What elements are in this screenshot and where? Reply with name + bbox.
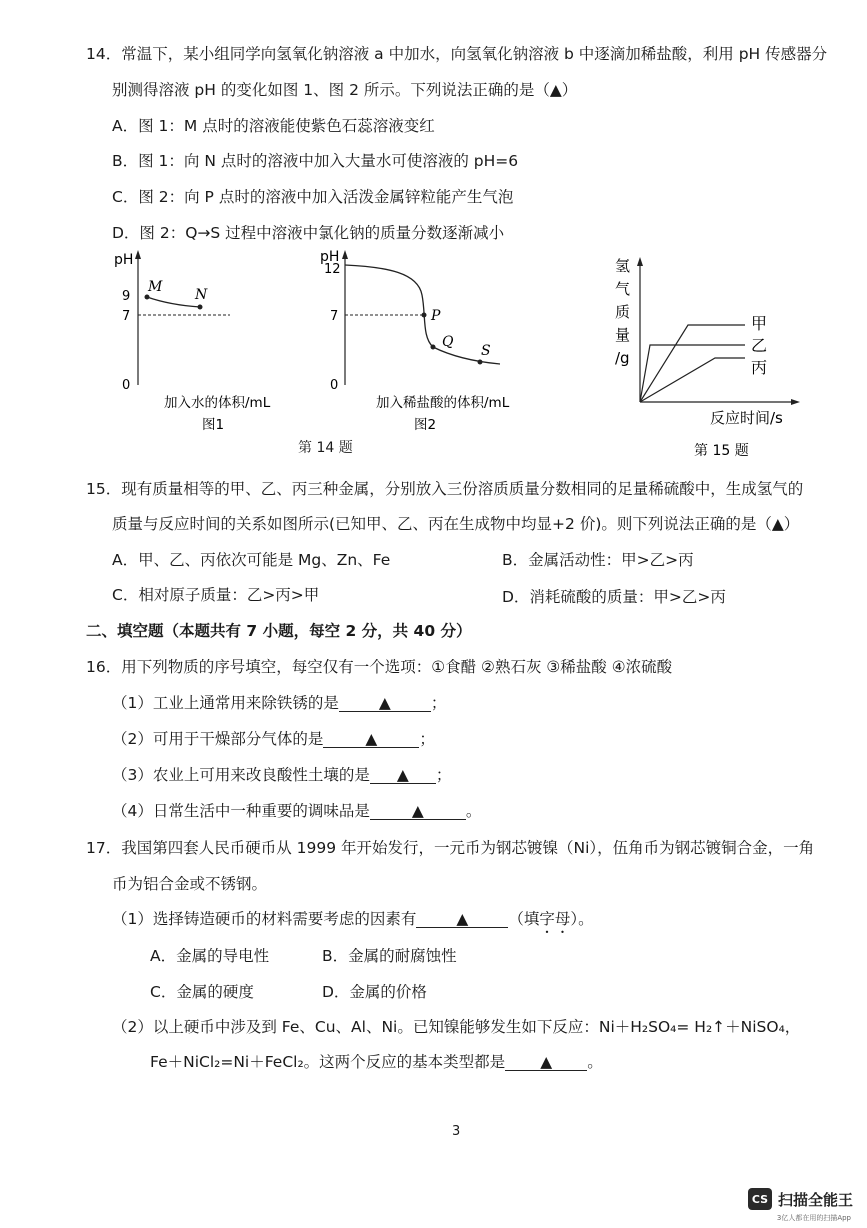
fig2-point-p	[422, 313, 427, 318]
q14-option-b: B．图 1：向 N 点时的溶液中加入大量水可使溶液的 pH=6	[112, 152, 519, 170]
q15-option-b: B．金属活动性：甲>乙>丙	[502, 551, 694, 569]
q15-option-c: C．相对原子质量：乙>丙>甲	[112, 586, 320, 604]
q17-stem-line2: 币为铝合金或不锈钢。	[112, 875, 268, 893]
q16-sub-3-end: ；	[435, 766, 452, 784]
q16-sub-2-text: （2）可用于干燥部分气体的是	[112, 730, 324, 748]
q16-blank-2[interactable]: ▲	[323, 731, 419, 748]
q16-sub-1-text: （1）工业上通常用来除铁锈的是	[112, 694, 339, 712]
watermark-tagline: 3亿人都在用的扫描App	[776, 1214, 851, 1222]
fig2-point-q	[431, 345, 436, 350]
figure-1	[100, 245, 300, 445]
q16-sub-3-text: （3）农业上可用来改良酸性土壤的是	[112, 766, 370, 784]
fig2-point-s	[478, 360, 483, 365]
fig2-x-axis-label: 加入稀盐酸的体积/mL	[376, 395, 510, 411]
q14-option-a: A．图 1：M 点时的溶液能使紫色石蕊溶液变红	[112, 117, 435, 135]
q14-option-c: C．图 2：向 P 点时的溶液中加入活泼金属锌粒能产生气泡	[112, 188, 514, 206]
fig1-label-n: N	[195, 287, 208, 303]
fig15-y-label-char-3: 质	[615, 303, 631, 321]
fig15-series-label-bing: 丙	[751, 358, 768, 377]
q14-stem-line2: 别测得溶液 pH 的变化如图 1、图 2 所示。下列说法正确的是（▲）	[112, 81, 578, 99]
q14-option-d: D．图 2：Q→S 过程中溶液中氯化钠的质量分数逐渐减小	[112, 224, 505, 242]
q16-sub-4-text: （4）日常生活中一种重要的调味品是	[112, 802, 370, 820]
q14-figure-label: 第 14 题	[298, 440, 353, 456]
q17-blank-1[interactable]: ▲	[416, 911, 508, 928]
q16-sub-2	[112, 729, 435, 749]
fig15-y-label-char-1: 氢	[615, 257, 631, 275]
q17-sub-1-note-pre: （填	[508, 910, 540, 928]
q16-blank-4[interactable]: ▲	[370, 803, 466, 820]
fig1-tick-0: 0	[122, 378, 131, 393]
fig2-caption: 图2	[414, 417, 437, 433]
q15-option-d: D．消耗硫酸的质量：甲>乙>丙	[502, 588, 726, 606]
fig15-y-label-char-4: 量	[615, 326, 631, 344]
q17-option-d: D．金属的价格	[322, 983, 427, 1001]
q16-sub-1	[112, 693, 446, 713]
fig15-x-axis-label: 反应时间/s	[710, 409, 783, 427]
q17-sub-1	[112, 909, 594, 937]
watermark-app-name: 扫描全能王	[777, 1190, 853, 1209]
fig15-caption: 第 15 题	[694, 443, 749, 459]
fig1-label-m: M	[148, 279, 163, 295]
q16-sub-4-end: 。	[465, 802, 482, 820]
q16-sub-4	[112, 801, 481, 821]
q16-blank-3[interactable]: ▲	[370, 767, 436, 784]
fig1-y-axis-label: pH	[114, 252, 134, 268]
fig2-label-s: S	[481, 343, 491, 359]
fig2-label-p: P	[431, 308, 441, 324]
q15-stem-line2: 质量与反应时间的关系如图所示(已知甲、乙、丙在生成物中均显+2 价)。则下列说法正确的是（▲）	[112, 515, 800, 533]
q15-stem-line1: 15．现有质量相等的甲、乙、丙三种金属，分别放入三份溶质质量分数相同的足量稀硫酸中，生成氢气的	[86, 480, 804, 498]
series-jia-line	[640, 325, 745, 402]
fig2-label-q: Q	[442, 334, 454, 350]
fig2-tick-0: 0	[330, 378, 339, 393]
fig15-series-label-jia: 甲	[751, 314, 768, 333]
q15-option-a: A．甲、乙、丙依次可能是 Mg、Zn、Fe	[112, 551, 391, 569]
fig1-x-axis-label: 加入水的体积/mL	[164, 395, 271, 411]
fig15-series-label-yi: 乙	[751, 336, 768, 355]
page-number: 3	[452, 1124, 461, 1139]
camscanner-logo-icon: CS	[748, 1188, 772, 1210]
q16-sub-2-end: ；	[419, 730, 435, 748]
fig2-tick-12: 12	[324, 262, 341, 277]
q17-sub-2-line2	[150, 1052, 603, 1072]
fig1-point-n	[198, 305, 203, 310]
fig1-tick-7: 7	[122, 309, 131, 324]
series-bing-line	[640, 358, 745, 402]
q14-stem-line1: 14．常温下，某小组同学向氢氧化钠溶液 a 中加水，向氢氧化钠溶液 b 中逐滴加稀盐酸，利用 pH 传感器分	[86, 45, 828, 63]
fig1-tick-9: 9	[122, 289, 131, 304]
q16-sub-1-end: ；	[430, 694, 447, 712]
fig15-y-label-char-2: 气	[615, 280, 631, 298]
q17-option-a: A．金属的导电性	[150, 947, 270, 965]
q16-sub-3	[112, 765, 451, 785]
fig2-tick-7: 7	[330, 309, 339, 324]
q17-sub-2-line1: （2）以上硬币中涉及到 Fe、Cu、Al、Ni。已知镍能够发生如下反应：Ni＋H₂SO₄= H₂↑＋NiSO₄，	[112, 1018, 801, 1036]
section-2-header: 二、填空题（本题共有 7 小题，每空 2 分，共 40 分）	[86, 622, 472, 640]
scanner-watermark	[748, 1188, 853, 1210]
q17-sub-2-text: Fe＋NiCl₂=Ni＋FeCl₂。这两个反应的基本类型都是	[150, 1053, 506, 1071]
fig1-caption: 图1	[202, 417, 225, 433]
q16-stem: 16．用下列物质的序号填空，每空仅有一个选项：①食醋 ②熟石灰 ③稀盐酸 ④浓硫酸	[86, 658, 673, 676]
q17-blank-2[interactable]: ▲	[505, 1054, 587, 1071]
q17-sub-2-end: 。	[587, 1053, 603, 1071]
q17-option-c: C．金属的硬度	[150, 983, 254, 1001]
q17-sub-1-note-post: ）。	[570, 910, 594, 928]
q17-option-b: B．金属的耐腐蚀性	[322, 947, 457, 965]
figure-15	[610, 255, 810, 465]
q17-sub-1-text: （1）选择铸造硬币的材料需要考虑的因素有	[112, 910, 417, 928]
fig1-point-m	[145, 295, 150, 300]
q17-sub-1-note-emph: 字母	[539, 910, 571, 928]
fig15-y-label-char-5: /g	[615, 349, 630, 367]
q17-stem-line1: 17．我国第四套人民币硬币从 1999 年开始发行，一元币为钢芯镀镍（Ni），伍角币为钢芯镀铜合金，一角	[86, 839, 815, 857]
figure-2	[318, 245, 558, 445]
fig2-y-axis-label: pH	[320, 249, 340, 265]
q16-blank-1[interactable]: ▲	[339, 695, 431, 712]
